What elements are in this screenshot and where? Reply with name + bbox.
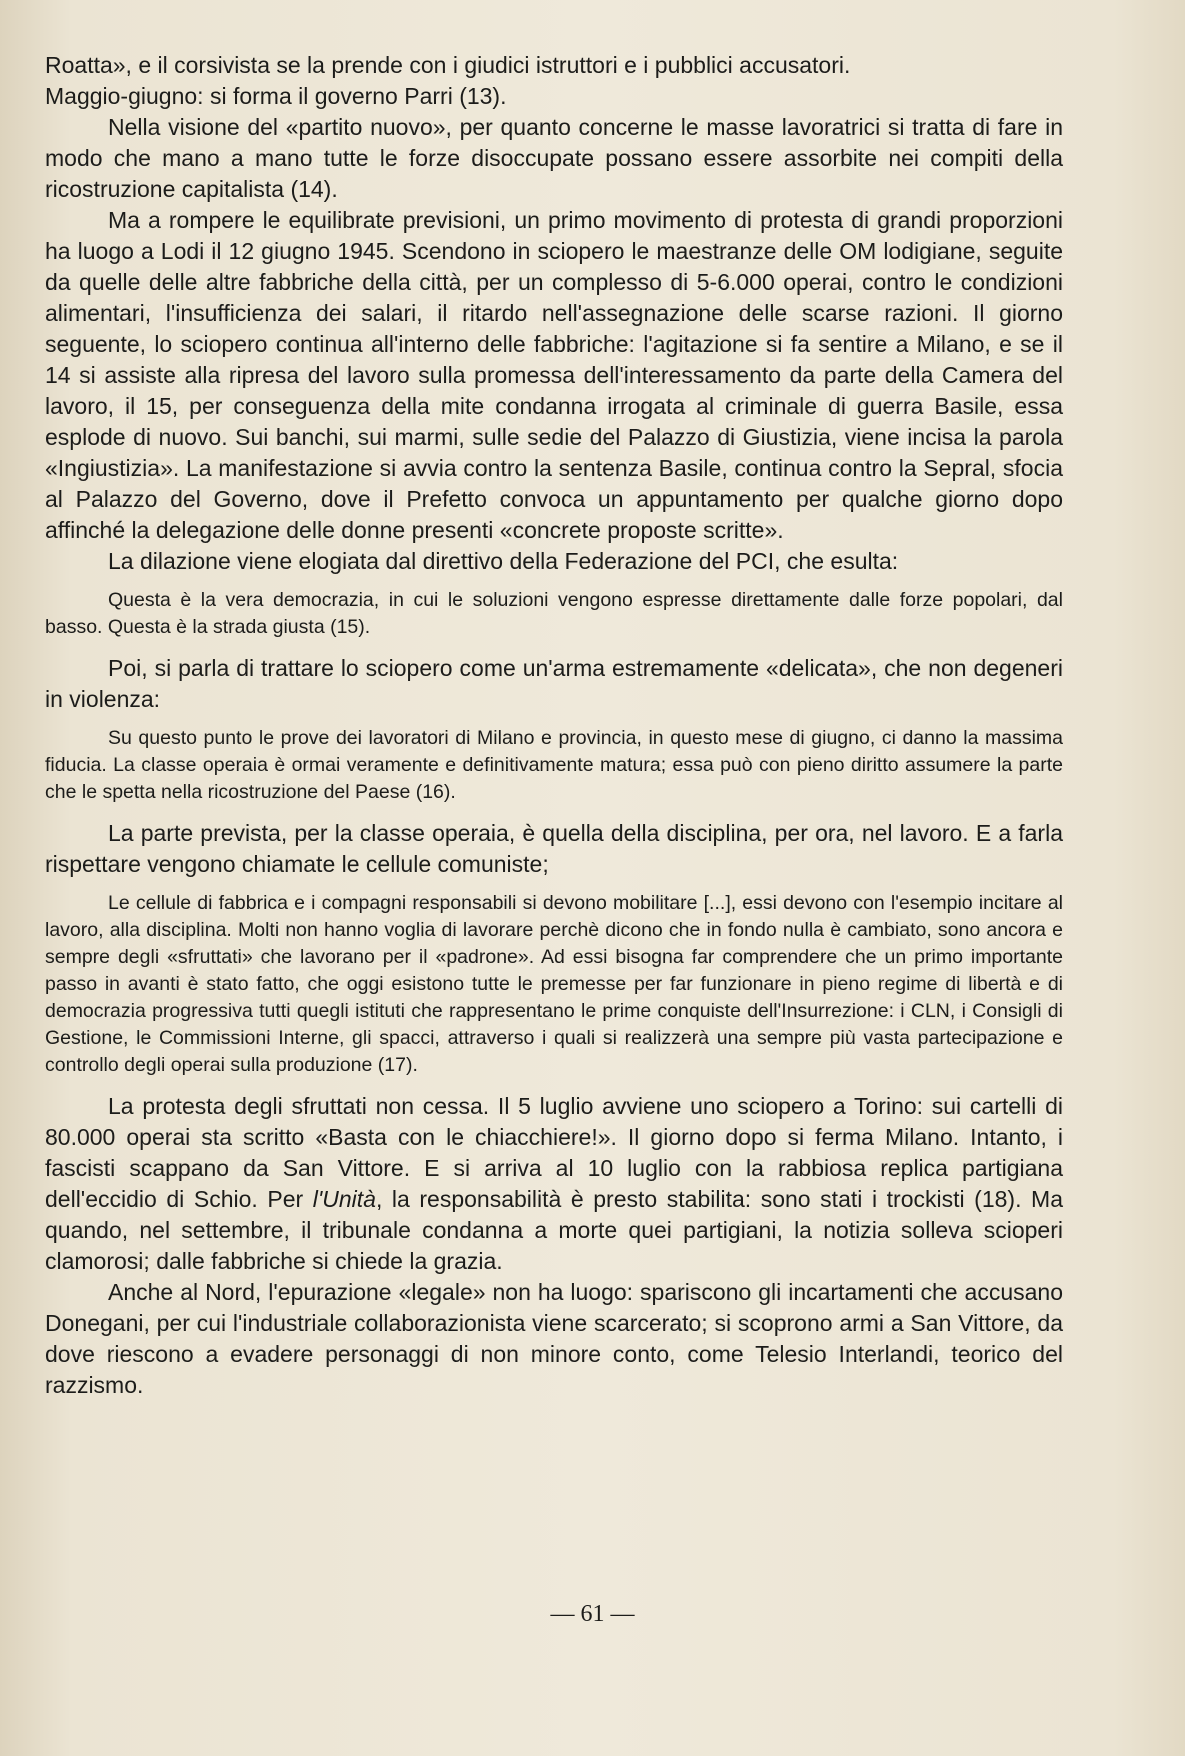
paragraph-maggio-giugno: Maggio-giugno: si forma il governo Parri (13). (45, 83, 507, 109)
paragraph-sciopero-delicata: Poi, si parla di trattare lo sciopero come un'arma estremamente «delicata», che non degeneri in violenza: (45, 655, 1063, 712)
paragraph-protesta-sfruttati (45, 1091, 1063, 1277)
block-quote-15: Questa è la vera democrazia, in cui le soluzioni vengono espresse direttamente dalle forze popolari, dal basso. Questa è la strada giusta (15). (45, 589, 1063, 638)
paragraph-partito-nuovo: Nella visione del «partito nuovo», per quanto concerne le masse lavoratrici si tratta di fare in modo che mano a mano tutte le forze disoccupate possano essere assorbite nei compiti della ricostruzione capitalista (14). (45, 114, 1063, 202)
paragraph-disciplina: La parte prevista, per la classe operaia, è quella della disciplina, per ora, nel lavoro. E a farla rispettare vengono chiamate le cellule comuniste; (45, 820, 1063, 877)
block-quote-16: Su questo punto le prove dei lavoratori di Milano e provincia, in questo mese di giugno, ci danno la massima fiducia. La classe operaia è ormai veramente e definitivamente matura; essa può con pieno diritto assumere la parte che le spetta nella ricostruzione del Paese (16). (45, 727, 1063, 803)
main-text (45, 50, 1063, 1401)
paragraph-epurazione: Anche al Nord, l'epurazione «legale» non ha luogo: spariscono gli incartamenti che accusano Donegani, per cui l'industriale collaborazionista viene scarcerato; si scoprono armi a San Vittore, da dove riescono a evadere personaggi di non minore conto, come Telesio Interlandi, teorico del razzismo. (45, 1279, 1063, 1398)
paragraph-roatta: Roatta», e il corsivista se la prende con i giudici istruttori e i pubblici accusatori. (45, 52, 851, 78)
newspaper-title-unita: l'Unità (312, 1186, 376, 1212)
paragraph-lodi-strike: Ma a rompere le equilibrate previsioni, un primo movimento di protesta di grandi proporzioni ha luogo a Lodi il 12 giugno 1945. Scendono in sciopero le maestranze delle OM lodigiane, seguite da quelle delle altre fabbriche della città, per un complesso di 5-6.000 operai, contro le condizioni alimentari, l'insufficienza dei salari, il ritardo nell'assegnazione delle scarse razioni. Il giorno seguente, lo sciopero continua all'interno delle fabbriche: l'agitazione si fa sentire a Milano, e se il 14 si assiste alla ripresa del lavoro sulla promessa dell'interessamento da parte della Camera del lavoro, il 15, per conseguenza della mite condanna irrogata al criminale di guerra Basile, essa esplode di nuovo. Sui banchi, sui marmi, sulle sedie del Palazzo di Giustizia, viene incisa la parola «Ingiustizia». La manifestazione si avvia contro la sentenza Basile, continua contro la Sepral, sfocia al Palazzo del Governo, dove il Prefetto convoca un appuntamento per qualche giorno dopo affinché la delegazione delle donne presenti «concrete proposte scritte». (45, 207, 1063, 543)
block-quote-17: Le cellule di fabbrica e i compagni responsabili si devono mobilitare [...], essi devono con l'esempio incitare al lavoro, alla disciplina. Molti non hanno voglia di lavorare perchè dicono che in fondo nulla è cambiato, sono ancora e sempre degli «sfruttati» che lavorano per il «padrone». Ad essi bisogna far comprendere che un primo importante passo in avanti è stato fatto, che oggi esistono tutte le premesse per far funzionare in pieno regime di libertà e di democrazia progressiva tutti quegli istituti che rappresentano le prime conquiste dell'Insurrezione: i CLN, i Consigli di Gestione, le Commissioni Interne, gli spacci, attraverso i quali si realizzerà una sempre più vasta partecipazione e controllo degli operai sulla produzione (17). (45, 892, 1063, 1076)
paragraph-protesta-part-1: La protesta degli sfruttati non cessa. Il 5 luglio avviene uno sciopero a Torino: sui cartelli di 80.000 operai sta scritto «Basta con le chiacchiere!». Il giorno dopo si ferma Milano. Intanto, i fascisti scappano da San Vittore. E si arriva al 10 luglio con la rabbiosa replica partigiana dell'eccidio di Schio. Per (45, 1093, 1063, 1212)
paragraph-protesta-part-2: , la responsabilità è presto stabilita: sono stati i trockisti (18). Ma quando, nel settembre, il tribunale condanna a morte quei partigiani, la notizia solleva scioperi clamorosi; dalle fabbriche si chiede la grazia. (45, 1186, 1063, 1274)
page-number: — 61 — (550, 1601, 635, 1627)
paragraph-dilazione: La dilazione viene elogiata dal direttivo della Federazione del PCI, che esulta: (108, 548, 899, 574)
